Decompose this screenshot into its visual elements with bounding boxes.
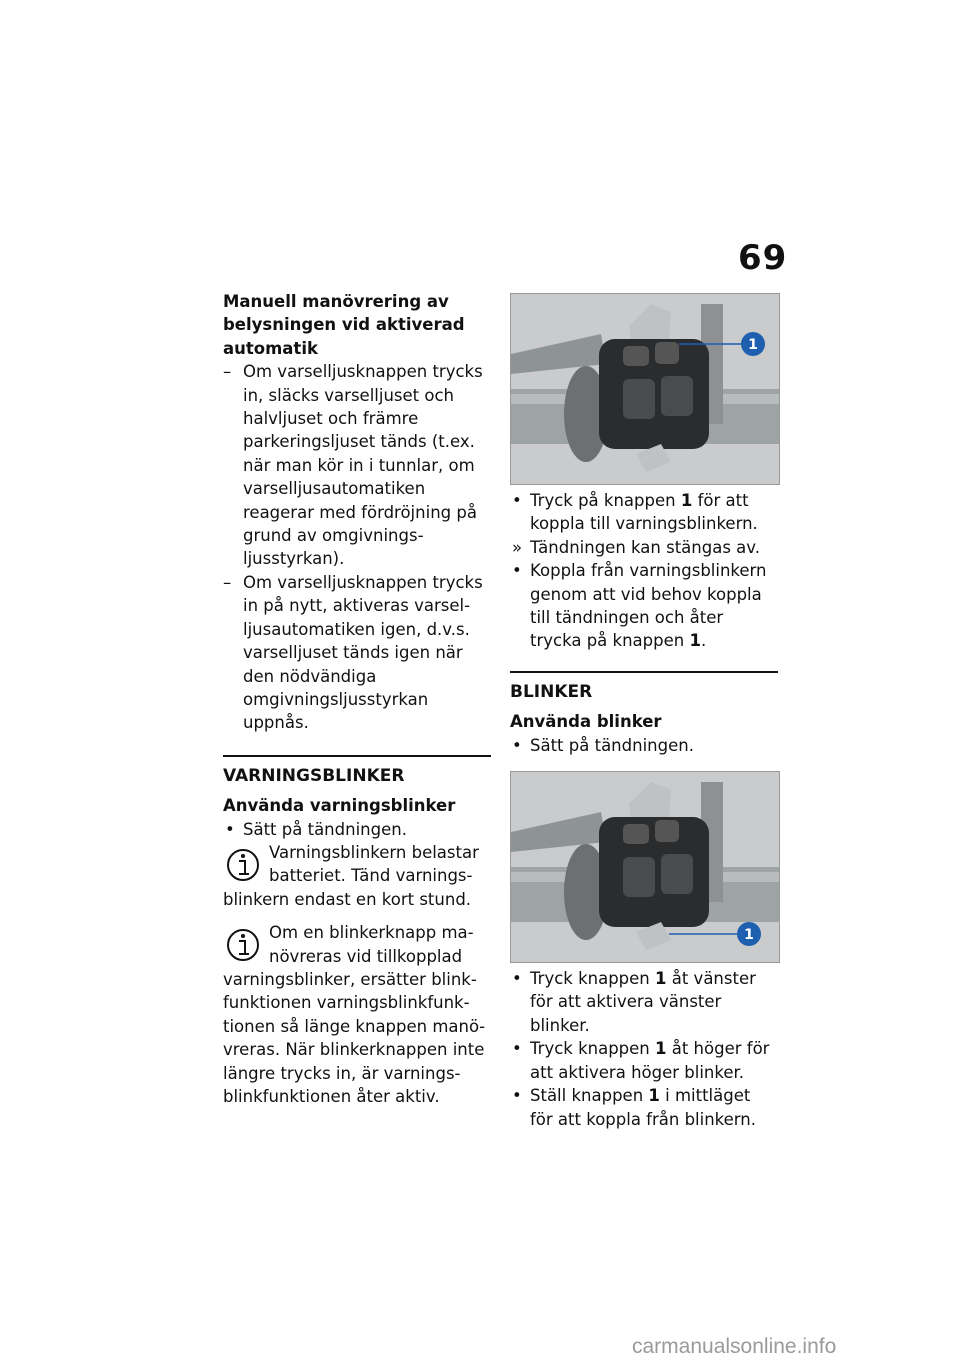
info-note bbox=[223, 841, 491, 911]
result-ignition-off: » Tändningen kan stängas av. bbox=[510, 536, 778, 559]
bullet-ignition: • Sätt på tändningen. bbox=[223, 818, 491, 841]
info-note bbox=[223, 921, 491, 1108]
step-left-indicator: • Tryck knappen 1 åt vänster för att aktivera vänster blinker. bbox=[510, 967, 778, 1037]
switch-photo-indicator bbox=[510, 771, 780, 963]
page-number: 69 bbox=[738, 238, 788, 278]
left-column bbox=[223, 290, 491, 1108]
step-press-button: • Tryck på knappen 1 för att koppla till varningsblinkern. bbox=[510, 489, 778, 536]
step-cancel-indicator: • Ställ knappen 1 i mittläget för att koppla från blinkern. bbox=[510, 1084, 778, 1131]
bullet-ignition: • Sätt på tändningen. bbox=[510, 734, 778, 757]
step-right-indicator: • Tryck knappen 1 åt höger för att aktivera höger blinker. bbox=[510, 1037, 778, 1084]
info-icon bbox=[223, 841, 263, 887]
switch-photo-hazard bbox=[510, 293, 780, 485]
subheading-indicator: Använda blinker bbox=[510, 712, 662, 732]
section-title-hazard: VARNINGSBLINKER bbox=[223, 755, 491, 788]
watermark: carmanualsonline.info bbox=[632, 1335, 837, 1358]
callout-1: 1 bbox=[748, 337, 758, 353]
section-title-indicator: BLINKER bbox=[510, 671, 778, 704]
dash-item: – Om varselljusknappen trycks in, släcks varselljuset och halvljuset och främre parkeringsljuset tänds (t.ex. när man kör in i tunnlar, om varselljusautomatiken reagerar med fördröjning på grund av omgivningsljusstyrkan). bbox=[223, 360, 491, 571]
heading-manual-lighting: Manuell manövrering av belysningen vid aktiverad automatik bbox=[223, 292, 465, 358]
info-icon bbox=[223, 921, 263, 967]
step-disable-hazard: • Koppla från varningsblinkern genom att vid behov koppla till tändningen och åter trycka på knappen 1. bbox=[510, 559, 778, 653]
dash-item: – Om varselljusknappen trycks in på nytt, aktiveras varselljusautomatiken igen, d.v.s. varselljuset tänds igen när den nödvändiga omgivningsljusstyrkan uppnås. bbox=[223, 571, 491, 735]
right-column bbox=[510, 293, 778, 1131]
note-text: Om en blinkerknapp manövreras vid tillkopplad varningsblinker, ersätter blinkfunktionen varningsblinkfunktionen så länge knappen manövreras. När blinkerknappen inte längre trycks in, är varningsblinkfunktionen åter aktiv. bbox=[223, 923, 486, 1106]
note-text: Varningsblinkern belastar batteriet. Tänd varningsblinkern endast en kort stund. bbox=[223, 842, 479, 909]
callout-1: 1 bbox=[744, 927, 754, 944]
subheading-hazard: Använda varningsblinker bbox=[223, 796, 456, 816]
